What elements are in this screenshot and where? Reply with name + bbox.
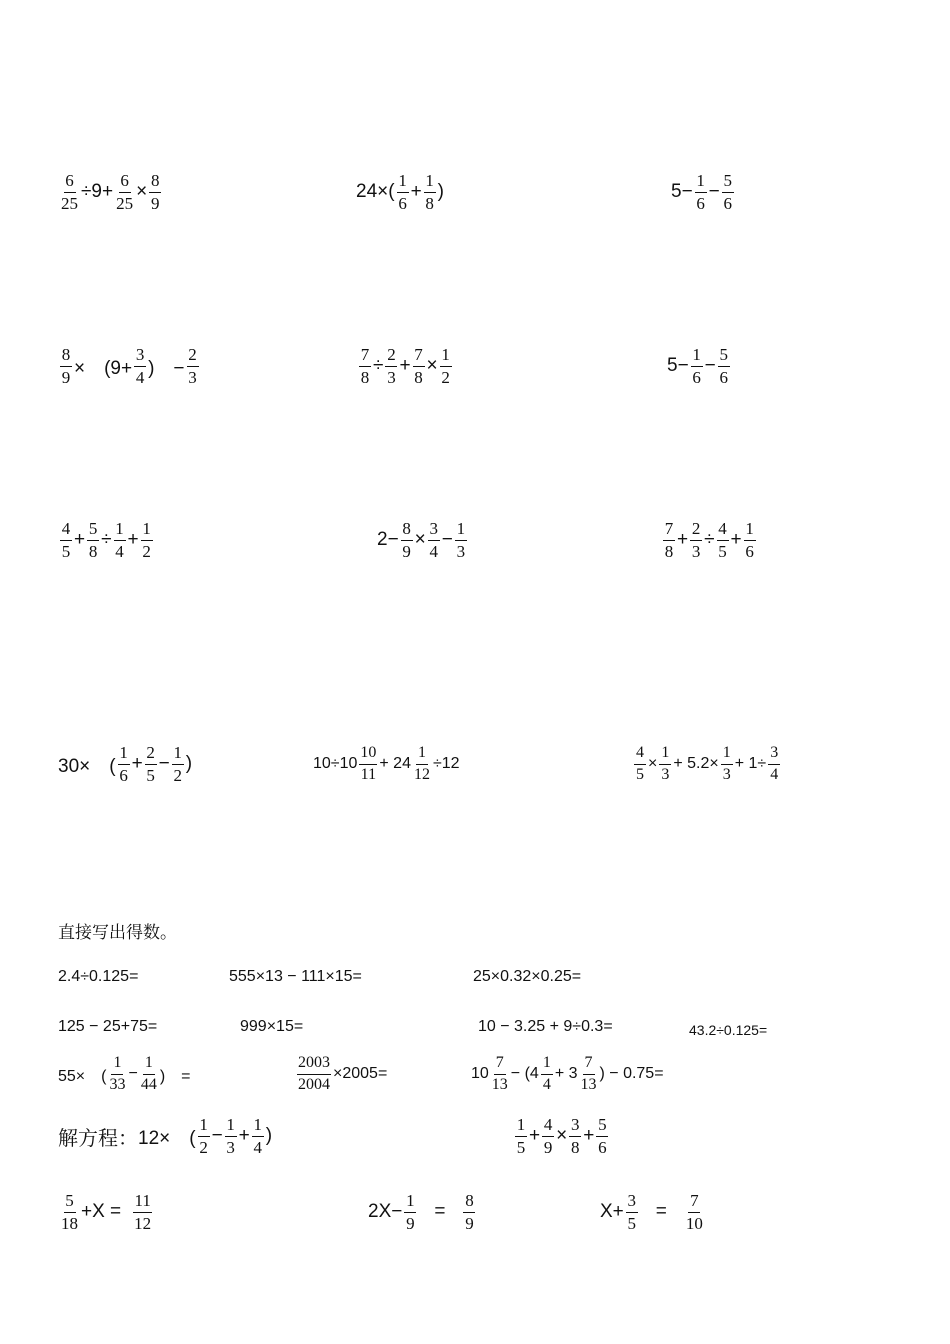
quick-calc-a1: 2.4÷0.125= — [58, 968, 139, 985]
fraction: $\frac{1}{44}$ — [140, 1054, 157, 1093]
expression-r1c1 — [58, 172, 163, 213]
fraction: $\frac{2003}{2004}$ — [298, 1054, 330, 1093]
operator: ) — [265, 1125, 273, 1147]
operator: × — [648, 755, 658, 773]
expression-r2c3 — [667, 346, 732, 387]
fraction: $\frac{3}{4}$ — [429, 519, 439, 561]
operator: 2− — [377, 529, 399, 551]
fraction: $\frac{4}{5}$ — [636, 744, 644, 783]
fraction: $\frac{1}{3}$ — [456, 519, 466, 561]
operator: ÷ — [101, 529, 112, 551]
operator: + — [410, 181, 422, 203]
operator: = — [434, 1201, 446, 1223]
fraction: 5 18 — [61, 1191, 78, 1233]
fraction: 1 2 — [199, 1115, 208, 1157]
fraction: $\frac{1}{3}$ — [226, 1115, 235, 1157]
fraction: $\frac{3}{5}$ — [627, 1191, 637, 1233]
expression-r4c1 — [58, 744, 192, 785]
equation-section-line — [58, 1116, 272, 1157]
operator: − — [211, 1125, 223, 1147]
operator: − — [708, 181, 720, 203]
fraction: $\frac{3}{4}$ — [770, 744, 779, 783]
operator: ÷9+ — [81, 181, 114, 203]
fraction: $\frac{1}{2}$ — [173, 743, 183, 785]
fraction: $\frac{5}{6}$ — [723, 171, 733, 213]
operator: 10÷10 — [313, 755, 358, 773]
operator: ) — [437, 181, 444, 203]
fraction: 10 11 — [360, 744, 377, 783]
fraction: $\frac{5}{8}$ — [88, 519, 98, 561]
expression-r2c2 — [357, 346, 454, 387]
operator: 10 — [471, 1065, 489, 1083]
fraction: $\frac{1}{6}$ — [692, 345, 701, 387]
quick-calc-c1 — [58, 1055, 191, 1094]
operator: − — [704, 355, 716, 377]
operator: ×2005= — [333, 1065, 388, 1083]
fraction: 1 6 — [119, 743, 128, 785]
operator: + — [74, 529, 86, 551]
operator: − — [441, 529, 453, 551]
quick-calc-b4: 43.2÷0.125= — [689, 1022, 768, 1038]
operator: ) — [185, 753, 193, 775]
operator: 12× ( — [138, 1127, 196, 1149]
operator: × — [556, 1125, 568, 1147]
fraction: 1 6 — [398, 171, 407, 213]
fraction: $\frac{5}{6}$ — [598, 1115, 607, 1157]
fraction: $\frac{5}{6}$ — [719, 345, 729, 387]
fraction: 7 8 — [664, 519, 674, 561]
fraction: 7 10 — [685, 1191, 703, 1233]
fraction: $\frac{3}{8}$ — [570, 1115, 580, 1157]
expression-r4c3 — [632, 745, 782, 784]
fraction: $\frac{1}{2}$ — [142, 519, 151, 561]
quick-calc-a3: 25×0.32×0.25= — [473, 968, 582, 985]
operator: 2X− — [368, 1201, 403, 1223]
fraction: $\frac{3}{4}$ — [135, 345, 145, 387]
expression-r2c1 — [58, 346, 201, 387]
operator: + 3 — [554, 1065, 578, 1083]
fraction: $\frac{1}{9}$ — [406, 1191, 415, 1233]
operator: ) − — [148, 357, 185, 379]
equation-e1 — [58, 1192, 154, 1233]
operator: 24×( — [356, 181, 395, 203]
operator: + — [583, 1125, 595, 1147]
operator: − — [158, 753, 170, 775]
fraction: 7 13 — [491, 1054, 508, 1093]
operator: ) = — [159, 1067, 191, 1085]
operator: ÷ — [373, 355, 384, 377]
fraction: $\frac{1}{3}$ — [722, 744, 731, 783]
fraction: $\frac{2}{3}$ — [387, 345, 396, 387]
expression-r4c2 — [313, 745, 460, 784]
quick-calc-a2: 555×13 − 111×15= — [229, 968, 362, 985]
equation-e3 — [600, 1192, 706, 1233]
operator: +X = — [81, 1201, 122, 1223]
fraction: $\frac{1}{6}$ — [745, 519, 754, 561]
operator: + — [238, 1125, 250, 1147]
fraction: $\frac{6}{25}$ — [116, 171, 134, 213]
fraction: $\frac{1}{12}$ — [413, 744, 430, 783]
operator: X+ — [600, 1201, 624, 1223]
fraction: $\frac{1}{6}$ — [696, 171, 705, 213]
fraction: $\frac{7}{8}$ — [360, 345, 370, 387]
quick-calc-c3 — [471, 1055, 664, 1094]
operator: + 5.2× — [673, 755, 719, 773]
operator: 5− — [671, 181, 693, 203]
operator: + 24 — [379, 755, 411, 773]
operator: 30× ( — [58, 755, 116, 777]
operator: + — [677, 529, 689, 551]
quick-calc-b1: 125 − 25+75= — [58, 1018, 158, 1035]
section-heading: 直接写出得数。 — [58, 923, 177, 942]
operator: − (4 — [510, 1065, 539, 1083]
fraction: 1 33 — [109, 1054, 126, 1093]
fraction: $\frac{1}{3}$ — [661, 744, 670, 783]
operator: = — [655, 1201, 667, 1223]
fraction: 11 12 — [134, 1191, 152, 1233]
expression-r3c1 — [58, 520, 155, 561]
operator: 5− — [667, 355, 689, 377]
fraction: $\frac{7}{8}$ — [414, 345, 423, 387]
fraction: 1 4 — [542, 1054, 551, 1093]
fraction: $\frac{1}{4}$ — [115, 519, 124, 561]
fraction: $\frac{2}{3}$ — [691, 519, 701, 561]
operator: × — [136, 181, 148, 203]
fraction: $\frac{8}{9}$ — [150, 171, 160, 213]
fraction: $\frac{1}{2}$ — [441, 345, 450, 387]
operator: ÷ — [704, 529, 715, 551]
operator: + — [529, 1125, 541, 1147]
quick-calc-b2: 999×15= — [240, 1018, 304, 1035]
fraction: $\frac{4}{5}$ — [718, 519, 727, 561]
operator: + — [730, 529, 742, 551]
fraction: $\frac{4}{9}$ — [543, 1115, 553, 1157]
operator: + 1÷ — [734, 755, 767, 773]
fraction: 8 9 — [465, 1191, 474, 1233]
operator: + — [399, 355, 411, 377]
fraction: $\frac{8}{9}$ — [402, 519, 411, 561]
quick-calc-c2 — [295, 1055, 387, 1094]
quick-calc-b3: 10 − 3.25 + 9÷0.3= — [478, 1018, 613, 1035]
operator: × (9+ — [74, 357, 133, 379]
fraction: $\frac{1}{8}$ — [425, 171, 434, 213]
fraction: 7 13 — [580, 1054, 597, 1093]
fraction: $\frac{8}{9}$ — [61, 345, 71, 387]
expression-r1c2 — [356, 172, 444, 213]
operator: − — [128, 1065, 138, 1083]
operator: × — [414, 529, 426, 551]
fraction: 4 5 — [61, 519, 71, 561]
operator: + — [131, 753, 143, 775]
operator: × — [426, 355, 438, 377]
operator: ) − 0.75= — [599, 1065, 664, 1083]
expression-r3c3 — [661, 520, 758, 561]
expression-d2 — [513, 1116, 610, 1157]
operator: + — [127, 529, 139, 551]
fraction: $\frac{2}{3}$ — [188, 345, 197, 387]
operator: ÷12 — [432, 755, 460, 773]
fraction: $\frac{2}{5}$ — [146, 743, 155, 785]
operator: 55× ( — [58, 1067, 107, 1085]
expression-r3c2 — [377, 520, 469, 561]
equation-label: 解方程： — [58, 1127, 138, 1150]
fraction: 1 5 — [516, 1115, 526, 1157]
expression-r1c3 — [671, 172, 736, 213]
equation-e2 — [368, 1192, 477, 1233]
fraction: $\frac{1}{4}$ — [253, 1115, 263, 1157]
fraction: $\frac{6}{25}$ — [61, 171, 78, 213]
